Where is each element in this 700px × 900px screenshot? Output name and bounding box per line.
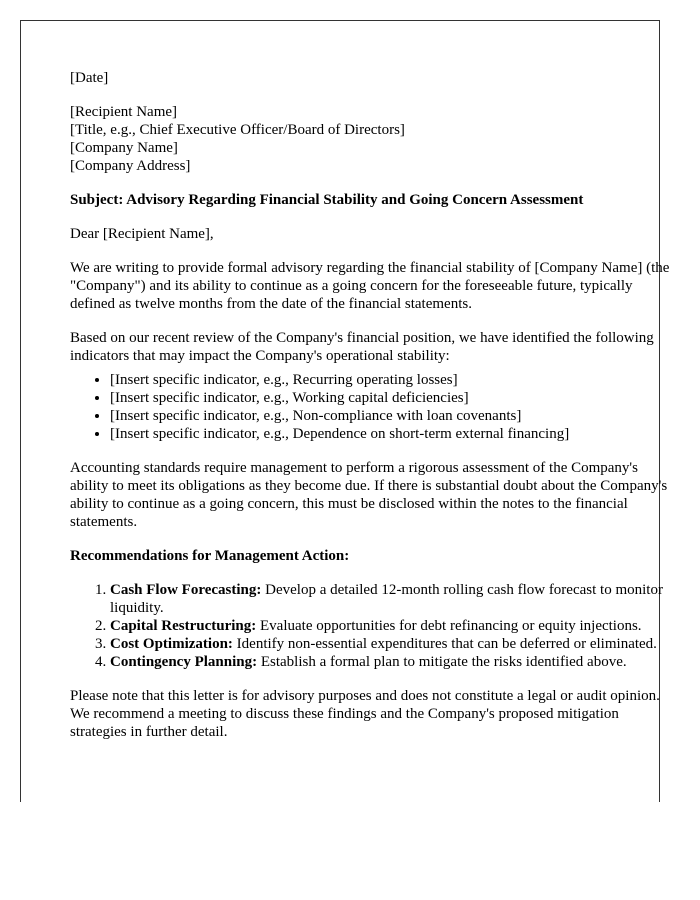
recommendation-text: Evaluate opportunities for debt refinancing or equity injections. [256, 618, 642, 634]
recommendation-list [70, 581, 670, 671]
recommendation-title: Capital Restructuring: [110, 618, 257, 634]
list-item: • [Insert specific indicator, e.g., Non-compliance with loan covenants] [110, 407, 670, 425]
list-item [110, 653, 670, 671]
standards-paragraph: Accounting standards require management to perform a rigorous assessment of the Company's ability to meet its obligations as they become due. If there is substantial doubt about the Company's ability to continue as a going concern, this must be disclosed within the notes to the financial statements. [70, 460, 668, 530]
recommendations-heading: Recommendations for Management Action: [70, 548, 350, 564]
letter-page [20, 20, 670, 802]
list-item: • [Insert specific indicator, e.g., Recurring operating losses] [110, 371, 670, 389]
recipient-block [70, 103, 670, 175]
recipient-address: [Company Address] [70, 158, 191, 174]
list-item: • [Insert specific indicator, e.g., Working capital deficiencies] [110, 389, 670, 407]
salutation: Dear [Recipient Name], [70, 226, 214, 242]
recommendation-text: Develop a detailed 12-month rolling cash flow forecast to monitor liquidity. [110, 582, 663, 616]
letter-body [70, 69, 670, 757]
indicator-list [70, 371, 670, 443]
list-item [110, 581, 670, 617]
list-item [110, 635, 670, 653]
list-item [110, 617, 670, 635]
indicators-intro: Based on our recent review of the Company's financial position, we have identified the following indicators that may impact the Company's operational stability: [70, 330, 654, 364]
subject-line: Subject: Advisory Regarding Financial Stability and Going Concern Assessment [70, 192, 584, 208]
recommendation-text: Identify non-essential expenditures that can be deferred or eliminated. [232, 636, 657, 652]
intro-paragraph: We are writing to provide formal advisory regarding the financial stability of [Company Name] (the "Company") and its ability to continue as a going concern for the foreseeable future, typically defined as twelve months from the date of the financial statements. [70, 260, 670, 312]
closing-paragraph: Please note that this letter is for advisory purposes and does not constitute a legal or audit opinion. We recommend a meeting to discuss these findings and the Company's proposed mitigation strategies in further detail. [70, 688, 660, 740]
recommendation-title: Contingency Planning: [110, 654, 258, 670]
recipient-name: [Recipient Name] [70, 104, 178, 120]
recommendation-title: Cost Optimization: [110, 636, 233, 652]
recommendation-text: Establish a formal plan to mitigate the risks identified above. [257, 654, 627, 670]
recommendation-title: Cash Flow Forecasting: [110, 582, 262, 598]
recipient-title: [Title, e.g., Chief Executive Officer/Board of Directors] [70, 122, 405, 138]
recipient-company: [Company Name] [70, 140, 178, 156]
list-item: • [Insert specific indicator, e.g., Dependence on short-term external financing] [110, 425, 670, 443]
date-line: [Date] [70, 70, 109, 86]
